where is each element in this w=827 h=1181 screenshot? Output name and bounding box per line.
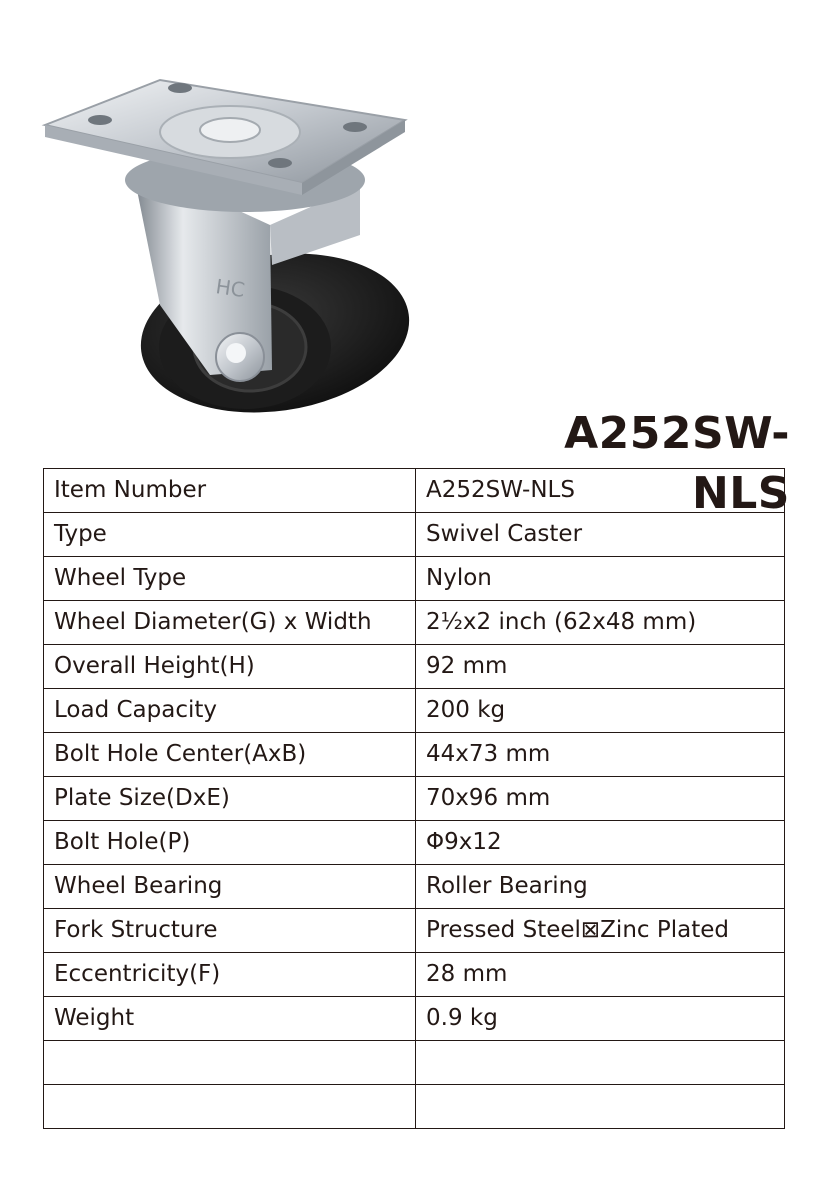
spec-value: 0.9 kg	[416, 997, 785, 1041]
spec-label: Fork Structure	[44, 909, 416, 953]
spec-label: Wheel Diameter(G) x Width	[44, 601, 416, 645]
spec-value: 92 mm	[416, 645, 785, 689]
table-row	[44, 909, 785, 953]
spec-value: Roller Bearing	[416, 865, 785, 909]
spec-label: Overall Height(H)	[44, 645, 416, 689]
spec-value: 70x96 mm	[416, 777, 785, 821]
table-row	[44, 865, 785, 909]
table-row	[44, 601, 785, 645]
spec-table-body	[44, 469, 785, 1129]
table-row	[44, 469, 785, 513]
spec-value: Swivel Caster	[416, 513, 785, 557]
table-row	[44, 689, 785, 733]
table-row	[44, 777, 785, 821]
spec-label: Plate Size(DxE)	[44, 777, 416, 821]
model-title: A252SW-NLS	[564, 408, 790, 519]
spec-label: Item Number	[44, 469, 416, 513]
spec-label	[44, 1085, 416, 1129]
svg-text:HC: HC	[214, 274, 247, 302]
spec-label: Load Capacity	[44, 689, 416, 733]
spec-label: Bolt Hole Center(AxB)	[44, 733, 416, 777]
table-row	[44, 1085, 785, 1129]
table-row	[44, 513, 785, 557]
spec-value: Φ9x12	[416, 821, 785, 865]
table-row	[44, 953, 785, 997]
spec-label: Type	[44, 513, 416, 557]
spec-value: Nylon	[416, 557, 785, 601]
spec-table	[43, 468, 785, 1129]
spec-value: Pressed Steel⊠Zinc Plated	[416, 909, 785, 953]
spec-label	[44, 1041, 416, 1085]
spec-value: 28 mm	[416, 953, 785, 997]
spec-label: Bolt Hole(P)	[44, 821, 416, 865]
table-row	[44, 645, 785, 689]
spec-label: Weight	[44, 997, 416, 1041]
swivel-caster-image	[40, 75, 410, 420]
table-row	[44, 557, 785, 601]
spec-value: 2½x2 inch (62x48 mm)	[416, 601, 785, 645]
spec-value: 200 kg	[416, 689, 785, 733]
spec-value: A252SW-NLS	[416, 469, 785, 513]
spec-label: Wheel Type	[44, 557, 416, 601]
spec-value: 44x73 mm	[416, 733, 785, 777]
table-row	[44, 997, 785, 1041]
spec-value	[416, 1041, 785, 1085]
spec-label: Wheel Bearing	[44, 865, 416, 909]
spec-value	[416, 1085, 785, 1129]
table-row	[44, 1041, 785, 1085]
table-row	[44, 733, 785, 777]
spec-label: Eccentricity(F)	[44, 953, 416, 997]
table-row	[44, 821, 785, 865]
